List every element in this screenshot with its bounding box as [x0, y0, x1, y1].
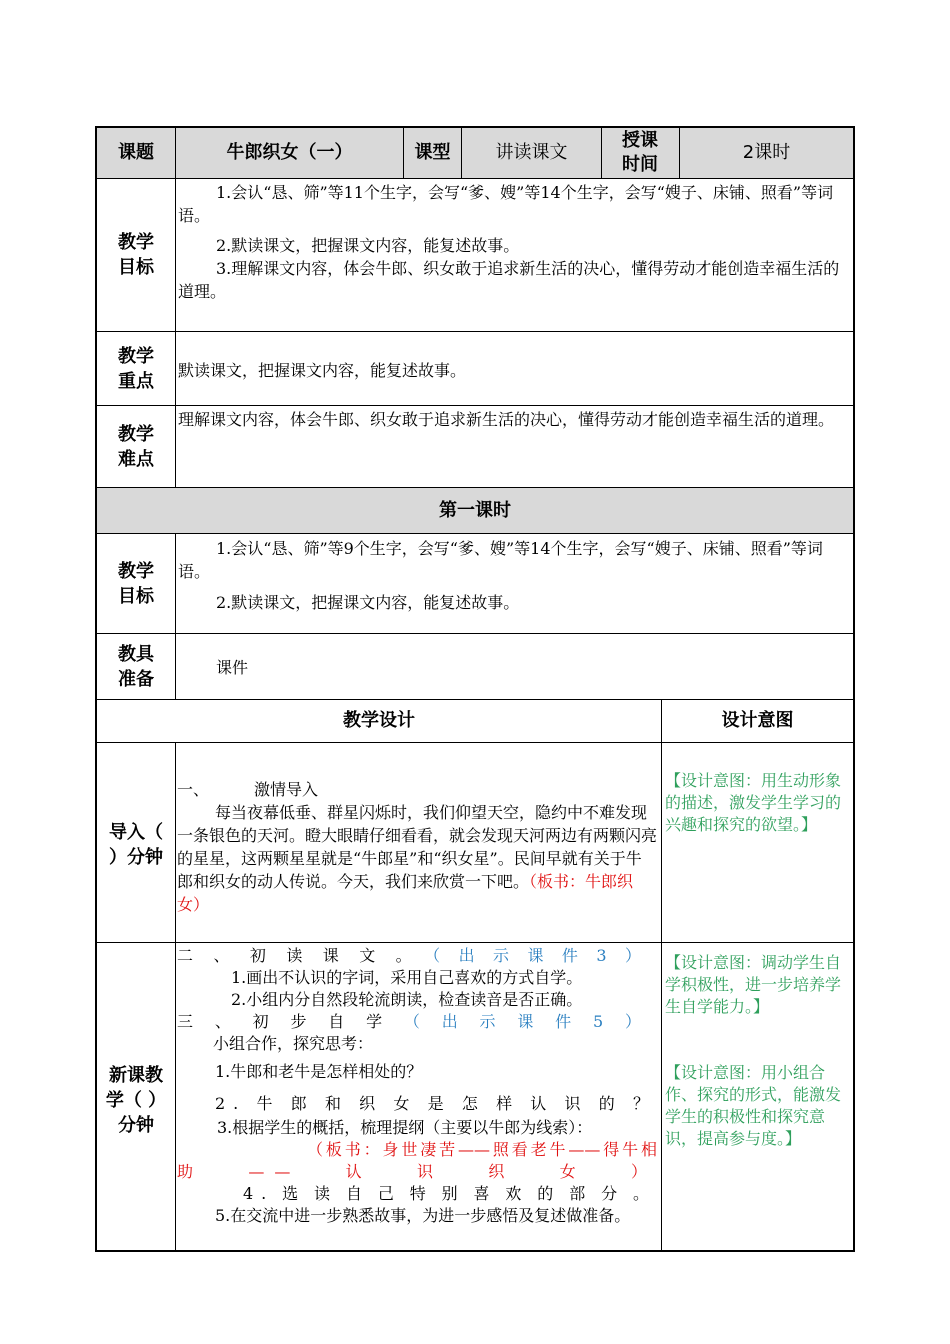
- s2-item: 1.画出不认识的字词，采用自己喜欢的方式自学。: [231, 968, 583, 987]
- row-divider: [96, 405, 855, 406]
- intro-heading: [177, 778, 657, 801]
- intro-label: 导入（ ）分钟: [109, 822, 163, 868]
- topic-label: 课题: [118, 142, 154, 163]
- s2-intent: 【设计意图：调动学生自学积极性，进一步培养学生自学能力。】: [665, 953, 842, 1016]
- board-outline-a: （板书：身世凄苦——照看老牛——得牛相: [307, 1140, 657, 1159]
- s3-heading: 三、初步自学（出示课件5）: [177, 1012, 657, 1031]
- lesson1-title: 第一课时: [439, 499, 511, 521]
- question-4: 4.选读自己特别喜欢的部分。: [243, 1184, 657, 1203]
- topic-title: 牛郎织女（一）: [226, 142, 353, 163]
- hours-value: 2课时: [742, 142, 791, 163]
- row-divider: [96, 942, 855, 943]
- row-divider: [96, 742, 855, 743]
- s2-item: 2.小组内分自然段轮流朗读，检查读音是否正确。: [231, 990, 583, 1009]
- goal-item: 3.理解课文内容，体会牛郎、织女敢于追求新生活的决心，懂得劳动才能创造幸福生活的道理。: [178, 259, 840, 301]
- col-divider: [661, 699, 662, 1252]
- intro-board: （板书：牛郎织女）: [177, 872, 634, 914]
- prep-text: 课件: [216, 658, 249, 677]
- goal-item: 1.会认“恳、筛”等11个生字，会写“爹、嫂”等14个生字，会写“嫂子、床铺、照看”等词语。: [178, 183, 834, 225]
- col-divider: [175, 533, 176, 699]
- col-divider: [601, 126, 602, 178]
- key-points-label: 教学重点: [118, 345, 154, 392]
- lesson1-goals-label: 教学目标: [118, 560, 154, 607]
- col-divider: [175, 742, 176, 1252]
- goal-item: 1.会认“恳、筛”等9个生字，会写“爹、嫂”等14个生字，会写“嫂子、床铺、照看”等词语。: [178, 539, 823, 581]
- board-outline-b: 助——认识织女）: [177, 1162, 657, 1181]
- table-border-bottom: [96, 1250, 855, 1252]
- row-divider: [96, 633, 855, 634]
- goals-label: 教学目标: [118, 232, 154, 278]
- goals-content: [178, 181, 852, 303]
- new-lesson-content: [177, 945, 657, 1227]
- lesson1-goals-content: [178, 537, 852, 614]
- s3-intro: 小组合作，探究思考：: [213, 1034, 374, 1053]
- new-lesson-label: 新课教学（ ）分钟: [105, 1064, 167, 1136]
- intro-intent: 【设计意图：用生动形象的描述，激发学生学习的兴趣和探究的欲望。】: [665, 771, 842, 834]
- time-label: 授课时间: [622, 130, 658, 175]
- row-divider: [96, 178, 855, 179]
- goal-item: 2.默读课文，把握课文内容，能复述故事。: [216, 593, 520, 612]
- question-1: 1.牛郎和老牛是怎样相处的？: [215, 1062, 423, 1081]
- intro-heading-text: 激情导入: [254, 780, 319, 799]
- difficulties-text: 理解课文内容，体会牛郎、织女敢于追求新生活的决心，懂得劳动才能创造幸福生活的道理。: [178, 410, 835, 429]
- type-value: 讲读课文: [495, 142, 568, 163]
- question-5: 5.在交流中进一步熟悉故事，为进一步感悟及复述做准备。: [215, 1206, 631, 1225]
- col-divider: [175, 126, 176, 487]
- table-border-right: [853, 126, 855, 1252]
- intro-heading-num: 一、: [177, 780, 210, 799]
- s3-intent: 【设计意图：用小组合作、探究的形式，能激发学生的积极性和探究意识，提高参与度。】: [665, 1063, 842, 1148]
- intent-col-header: 设计意图: [721, 710, 794, 731]
- row-divider: [96, 331, 855, 332]
- difficulties-label: 教学难点: [118, 423, 154, 470]
- s2-heading: 二、初读课文。（出示课件3）: [177, 946, 657, 965]
- prep-label: 教具准备: [118, 643, 154, 690]
- intro-body: 每当夜幕低垂、群星闪烁时，我们仰望天空，隐约中不难发现一条银色的天河。瞪大眼睛仔细看看，就会发现天河两边有两颗闪亮的星星，这两颗星星就是“牛郎星”和“织女星”。民间早就有关于牛郎和织女的动人传说。今天，我们来欣赏一下吧。（板书：牛郎织女）: [177, 803, 658, 914]
- intro-content: [177, 778, 657, 916]
- question-2: 2.牛郎和织女是怎样认识的？: [215, 1094, 657, 1113]
- design-col-header: 教学设计: [343, 710, 415, 731]
- goal-item: 2.默读课文，把握课文内容，能复述故事。: [216, 236, 520, 255]
- key-points-text: 默读课文，把握课文内容，能复述故事。: [178, 361, 467, 380]
- question-3: 3.根据学生的概括，梳理提纲（主要以牛郎为线索）：: [217, 1118, 593, 1137]
- table-border-left: [95, 126, 97, 1252]
- row-divider: [96, 533, 855, 534]
- type-label: 课型: [414, 142, 451, 163]
